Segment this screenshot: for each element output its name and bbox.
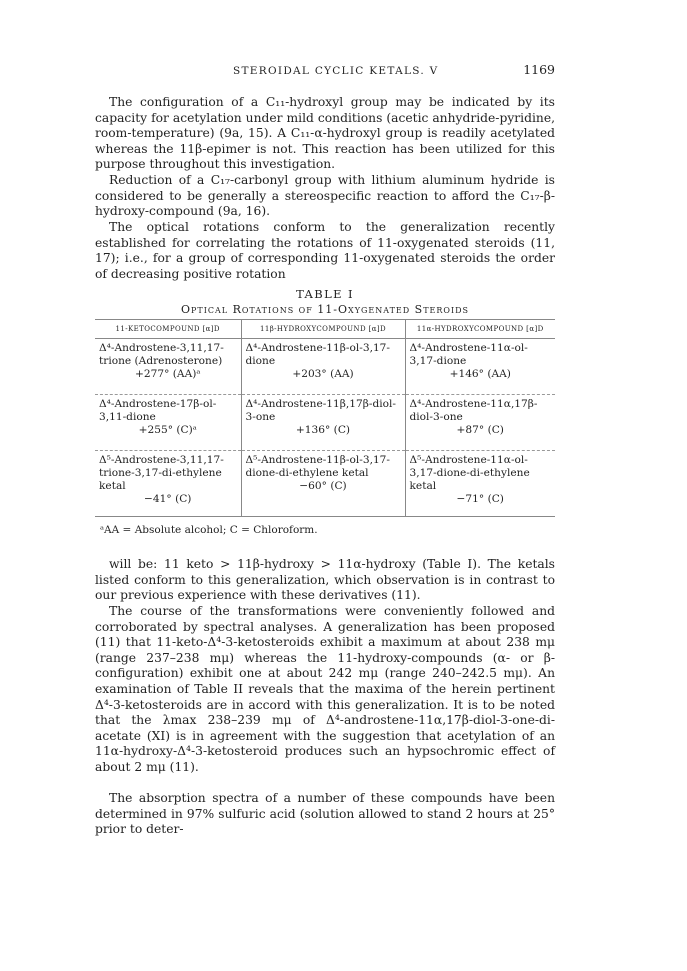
rotation-value: +203° (AA) <box>292 368 354 380</box>
table-subtitle: Optical Rotations of 11-Oxygenated Steroids <box>180 303 470 316</box>
table-row <box>95 451 555 517</box>
compound-name: Δ⁴-Androstene-11α-ol-3,17-dione <box>409 342 528 367</box>
table-title: TABLE I <box>296 287 354 301</box>
compound-name: Δ⁴-Androstene-11β-ol-3,17-dione <box>245 342 391 367</box>
table-cell <box>405 451 555 517</box>
paragraph-generalization: will be: 11 keto > 11β-hydroxy > 11α-hydroxy (Table I). The ketals listed conform to this generalization, which observation is in contrast to our previous experience with these derivatives (11). <box>95 557 555 603</box>
table-cell <box>241 339 405 395</box>
running-title: STEROIDAL CYCLIC KETALS. V <box>233 65 439 77</box>
rotation-value: −60° (C) <box>299 480 347 492</box>
rotation-value: +87° (C) <box>456 424 504 436</box>
rotation-value: −71° (C) <box>456 493 504 505</box>
compound-name: Δ⁵-Androstene-11α-ol-3,17-dione-di-ethylene ketal <box>409 454 530 492</box>
rotation-value: +277° (AA)ᵃ <box>135 368 201 380</box>
rotation-value: +146° (AA) <box>449 368 511 380</box>
header-11alpha-hydroxy: 11α-HYDROXYCOMPOUND [α]D <box>405 320 555 339</box>
optical-rotations-table <box>95 319 555 517</box>
table-cell <box>241 395 405 451</box>
table-cell <box>405 339 555 395</box>
table-footnote: ᵃAA = Absolute alcohol; C = Chloroform. <box>100 524 318 536</box>
paragraph-optical-rotations: The optical rotations conform to the generalization recently established for correlating the rotations of 11-oxygenated steroids (11, 17); i.e., for a group of corresponding 11-oxygenated steroids the order of decreasing positive rotation <box>95 220 555 281</box>
compound-name: Δ⁵-Androstene-11β-ol-3,17-dione-di-ethylene ketal <box>245 454 391 479</box>
header-11beta-hydroxy: 11β-HYDROXYCOMPOUND [α]D <box>241 320 405 339</box>
compound-name: Δ⁴-Androstene-11α,17β-diol-3-one <box>409 398 538 423</box>
table-cell <box>405 395 555 451</box>
rotation-value: +136° (C) <box>295 424 351 436</box>
table-cell <box>95 395 241 451</box>
table-row <box>95 339 555 395</box>
table-cell <box>241 451 405 517</box>
page-number: 1169 <box>523 62 555 77</box>
table-cell <box>95 451 241 517</box>
compound-name: Δ⁴-Androstene-11β,17β-diol-3-one <box>245 398 396 423</box>
running-header <box>95 62 555 77</box>
table-header-row <box>95 320 555 339</box>
header-11-keto: 11-KETOCOMPOUND [α]D <box>95 320 241 339</box>
compound-name: Δ⁵-Androstene-3,11,17-trione-3,17-di-ethylene ketal <box>99 454 224 492</box>
paragraph-acetylation: The configuration of a C₁₁-hydroxyl group may be indicated by its capacity for acetylation under mild conditions (acetic anhydride-pyridine, room-temperature) (9a, 15). A C₁₁-α-hydroxyl group is readily acetylated whereas the 11β-epimer is not. This reaction has been utilized for this purpose throughout this investigation. <box>95 95 555 172</box>
rotation-value: −41° (C) <box>144 493 192 505</box>
rotation-value: +255° (C)ᵃ <box>138 424 197 436</box>
paragraph-absorption-spectra: The absorption spectra of a number of these compounds have been determined in 97% sulfuric acid (solution allowed to stand 2 hours at 25° prior to deter- <box>95 791 555 837</box>
compound-name: Δ⁴-Androstene-17β-ol-3,11-dione <box>99 398 217 423</box>
table-row <box>95 395 555 451</box>
table-cell <box>95 339 241 395</box>
paragraph-spectral-analyses: The course of the transformations were conveniently followed and corroborated by spectral analyses. A generalization has been proposed (11) that 11-keto-Δ⁴-3-ketosteroids exhibit a maximum at about 238 mμ (range 237–238 mμ) whereas the 11-hydroxy-compounds (α- or β-configuration) exhibit one at about 242 mμ (range 240–242.5 mμ). An examination of Table II reveals that the maxima of the herein pertinent Δ⁴-3-ketosteroids are in accord with this generalization. It is to be noted that the λmax 238–239 mμ of Δ⁴-androstene-11α,17β-diol-3-one-di-acetate (XI) is in agreement with the suggestion that acetylation of an 11α-hydroxy-Δ⁴-3-ketosteroid produces such an hypsochromic effect of about 2 mμ (11). <box>95 604 555 774</box>
paragraph-reduction: Reduction of a C₁₇-carbonyl group with lithium aluminum hydride is considered to be generally a stereospecific reaction to afford the C₁₇-β-hydroxy-compound (9a, 16). <box>95 173 555 219</box>
compound-name: Δ⁴-Androstene-3,11,17-trione (Adrenosterone) <box>99 342 224 367</box>
